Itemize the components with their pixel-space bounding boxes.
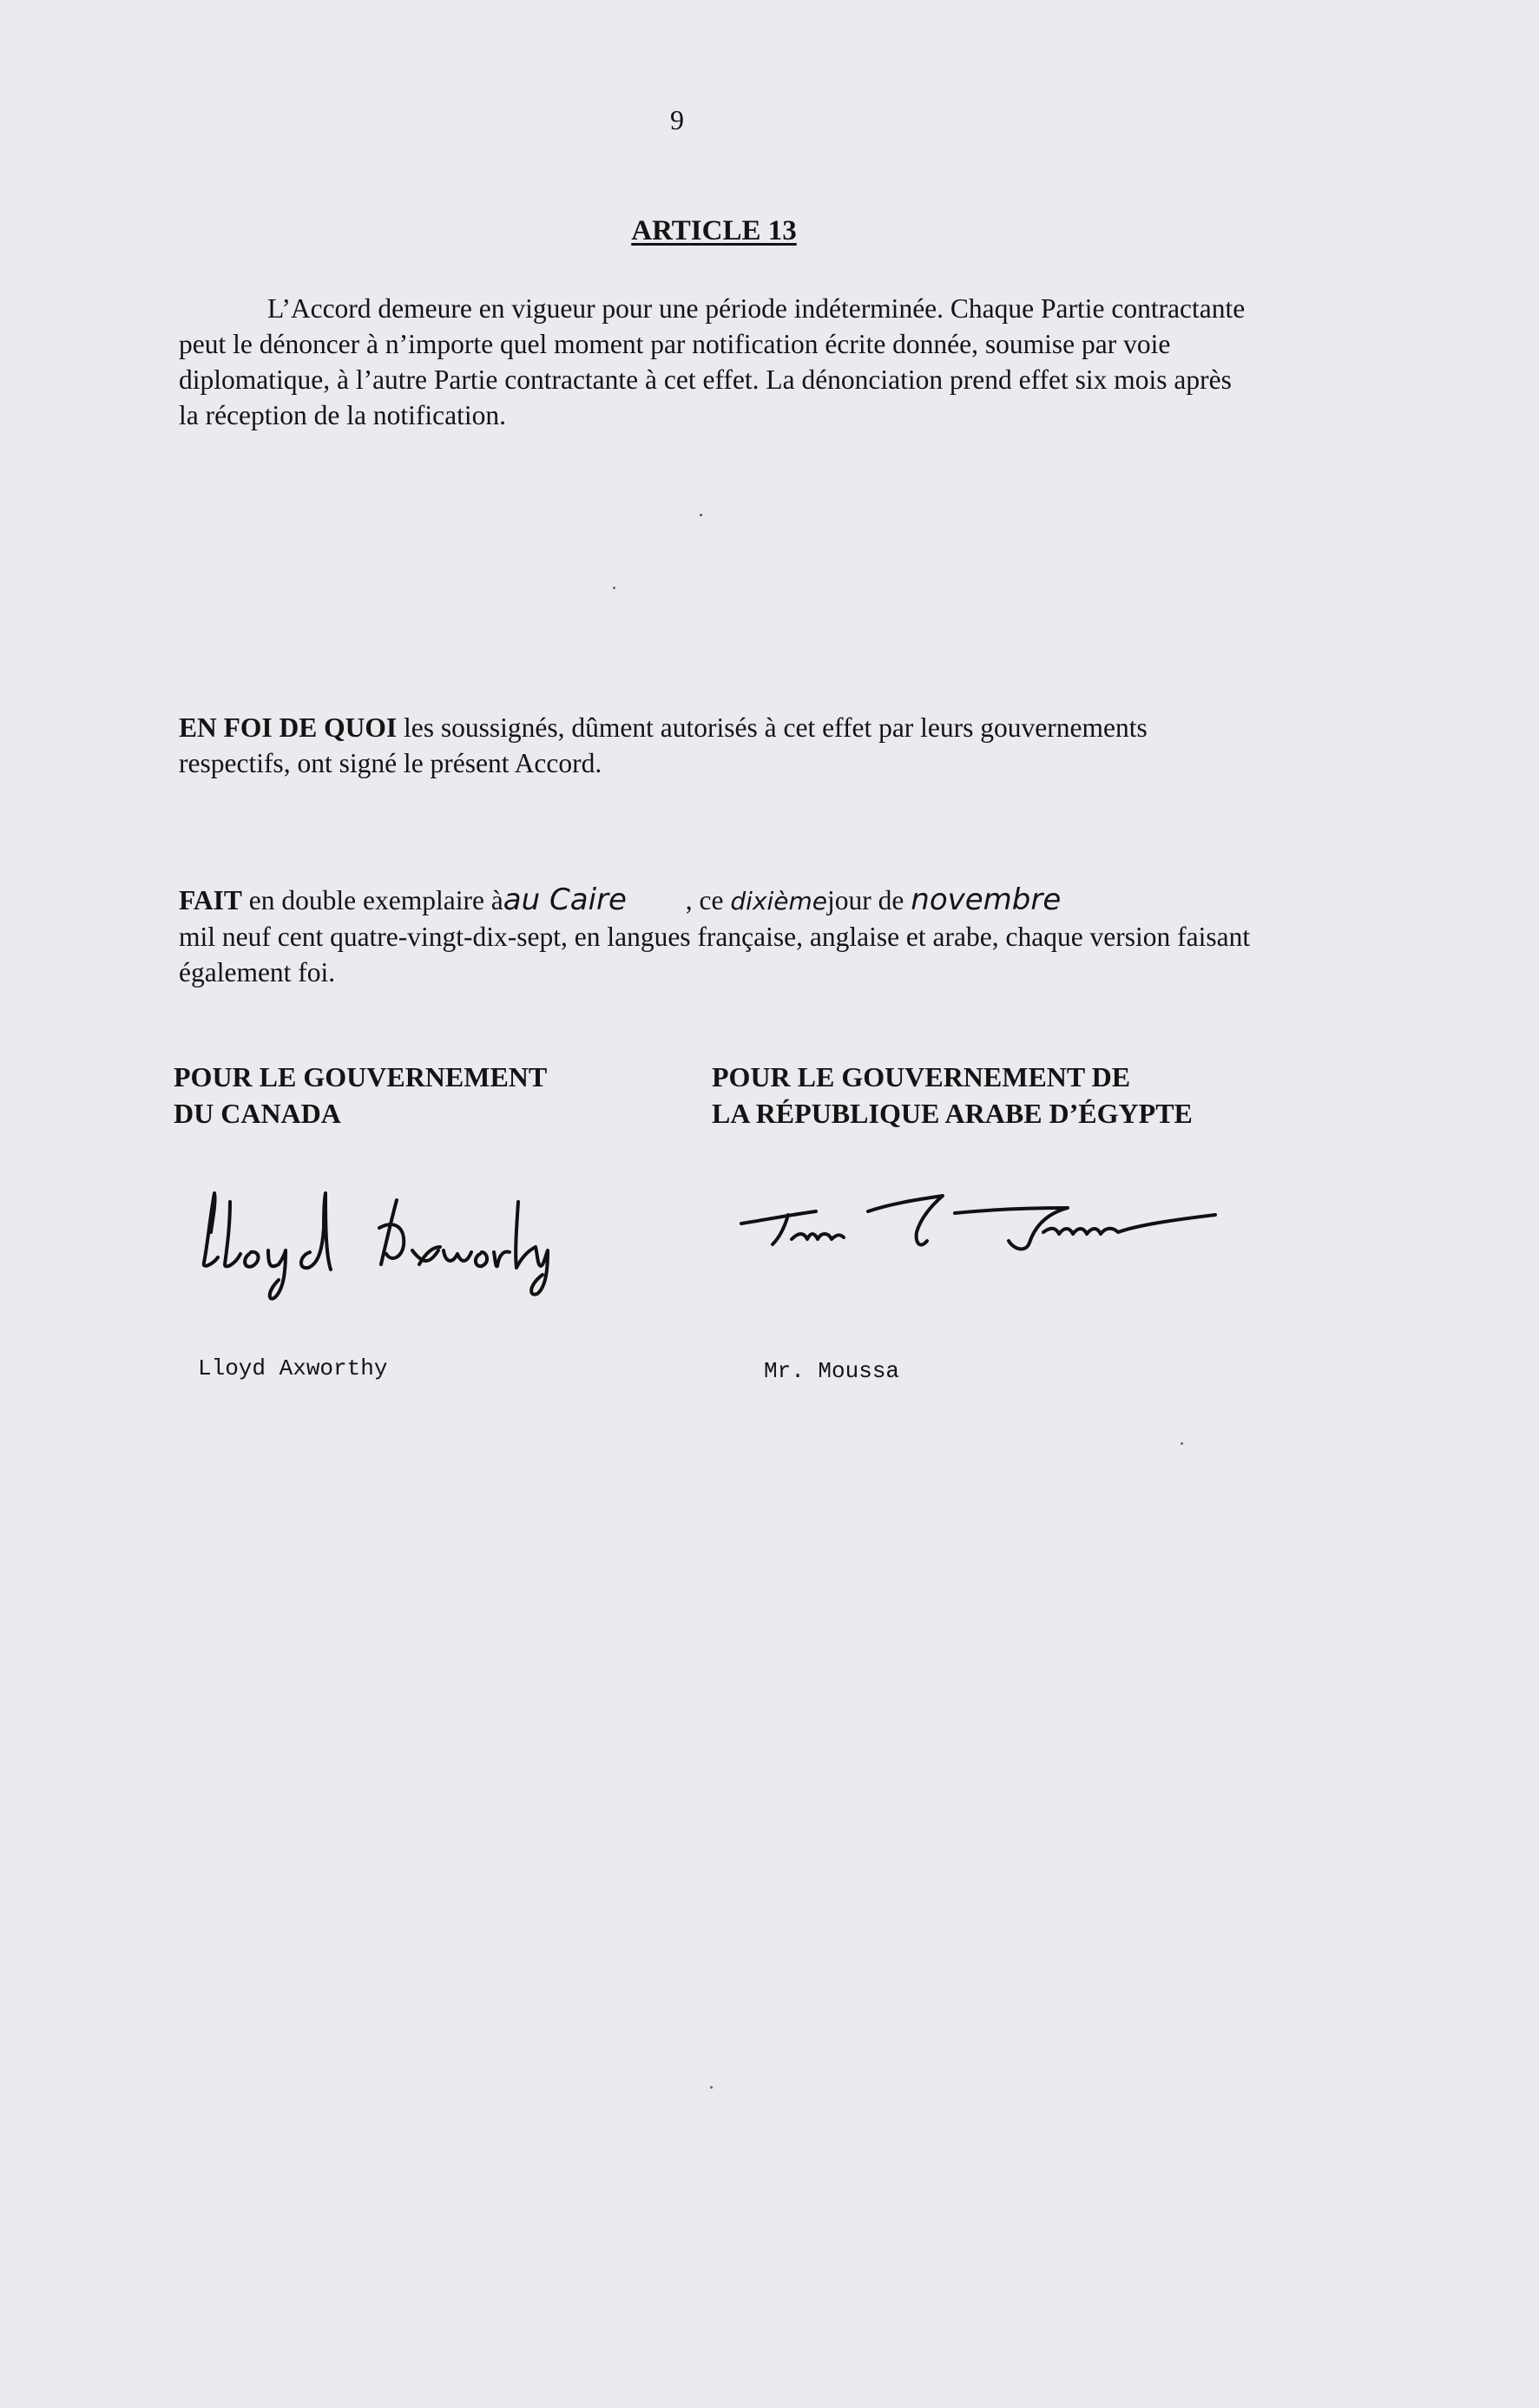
signatory-heading-canada-line1: POUR LE GOUVERNEMENT — [174, 1061, 548, 1092]
testimony-lead: EN FOI DE QUOI — [179, 712, 398, 743]
speck-mark — [613, 587, 615, 589]
testimony-paragraph — [179, 710, 1220, 781]
done-at-text-4: mil neuf cent quatre-vingt-dix-sept, en langues française, anglaise et arabe, chaque version faisant également foi. — [179, 922, 1251, 987]
testimony-text: les soussignés, dûment autorisés à cet effet par leurs gouvernements respectifs, ont signé le présent Accord. — [179, 712, 1148, 778]
handwritten-month: novembre — [911, 882, 1062, 917]
done-at-text-2: , ce — [685, 885, 731, 915]
done-at-paragraph — [179, 882, 1273, 990]
signatory-heading-canada — [174, 1059, 660, 1132]
speck-mark — [710, 2086, 713, 2089]
typed-name-moussa: Mr. Moussa — [764, 1358, 900, 1384]
handwritten-place: au Caire — [503, 882, 627, 917]
signatory-heading-egypt-line2: LA RÉPUBLIQUE ARABE D’ÉGYPTE — [712, 1098, 1193, 1129]
signature-axworthy — [195, 1167, 586, 1306]
done-at-text-3: jour de — [827, 885, 911, 915]
signature-moussa — [738, 1189, 1224, 1284]
handwritten-day: dixième — [730, 887, 828, 915]
signatory-heading-egypt — [712, 1059, 1319, 1132]
signatory-heading-canada-line2: DU CANADA — [174, 1098, 341, 1129]
done-at-lead: FAIT — [179, 885, 242, 915]
speck-mark — [1181, 1442, 1183, 1445]
typed-name-axworthy: Lloyd Axworthy — [198, 1355, 388, 1381]
article-paragraph: L’Accord demeure en vigueur pour une période indéterminée. Chaque Partie contractante peut le dénoncer à n’importe quel moment par notification écrite donnée, soumise par voie diplomatique, à l’autre Partie contractante à cet effet. La dénonciation prend effet six mois après la réception de la notification. — [179, 293, 1246, 430]
page-number: 9 — [670, 104, 684, 135]
article-heading: ARTICLE 13 — [631, 215, 797, 246]
speck-mark — [700, 514, 702, 516]
signatory-heading-egypt-line1: POUR LE GOUVERNEMENT DE — [712, 1061, 1131, 1092]
done-at-text-1: en double exemplaire à — [241, 885, 503, 915]
